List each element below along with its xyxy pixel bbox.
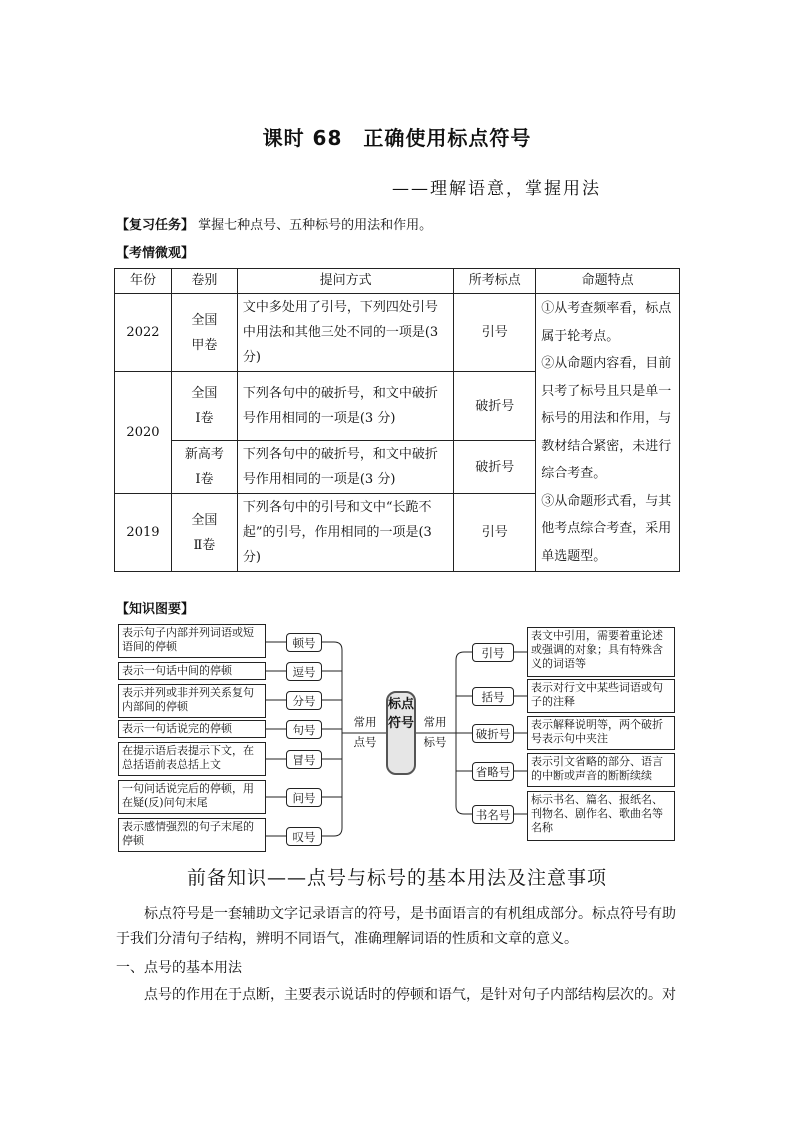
table-row (115, 294, 680, 372)
cell-mark: 引号 (454, 494, 536, 572)
cell-mark: 破折号 (454, 441, 536, 494)
exam-table-header-row (115, 269, 680, 294)
exam-label: 【考情微观】 (116, 246, 195, 261)
mindmap-left-desc: 表示一句话中间的停顿 (118, 662, 266, 680)
mindmap-node-fenhao: 分号 (286, 691, 322, 710)
mindmap-left-desc: 表示一句话说完的停顿 (118, 720, 266, 738)
mindmap-node-tanhao: 叹号 (286, 827, 322, 846)
mindmap-node-shuminghao: 书名号 (472, 805, 514, 824)
sub-heading: 一、点号的基本用法 (116, 960, 242, 976)
map-label: 【知识图要】 (116, 602, 195, 617)
knowledge-mindmap (116, 618, 676, 858)
cell-paper: 全国 Ⅱ卷 (171, 494, 237, 572)
body-paragraph: 点号的作用在于点断，主要表示说话时的停顿和语气，是针对句子内部结构层次的。对 (144, 987, 676, 1003)
mindmap-node-shenglvehao: 省略号 (472, 762, 514, 781)
review-task-label: 【复习任务】 (116, 218, 195, 233)
section-title: 前备知识——点号与标号的基本用法及注意事项 (186, 867, 607, 889)
mindmap-left-desc: 表示并列或非并列关系复句内部间的停顿 (118, 684, 266, 718)
mindmap-right-desc: 表示对行文中某些词语或句子的注释 (527, 679, 675, 713)
cell-year: 2019 (115, 494, 172, 572)
cell-features: ①从考查频率看，标点属于轮考点。 ②从命题内容看，目前只考了标号且只是单一标号的用法和作用，与教材结合紧密，未进行综合考查。 ③从命题形式看，与其他考点综合考查，采用单选题型。 (536, 294, 680, 572)
header-mark: 所考标点 (454, 269, 536, 294)
mindmap-node-yinhao: 引号 (472, 643, 514, 662)
cell-question: 下列各句中的破折号，和文中破折号作用相同的一项是(3 分) (237, 372, 454, 441)
mindmap-left-desc: 一句问话说完后的停顿，用在疑(反)问句末尾 (118, 780, 266, 814)
cell-year: 2020 (115, 372, 172, 494)
cell-question: 下列各句中的引号和文中“长跪不起”的引号，作用相同的一项是(3 分) (237, 494, 454, 572)
intro-paragraph: 标点符号是一套辅助文字记录语言的符号，是书面语言的有机组成部分。标点符号有助于我们分清句子结构，辨明不同语气，准确理解词语的性质和文章的意义。 (116, 906, 676, 947)
mindmap-node-wenhao: 问号 (286, 788, 322, 807)
mindmap-node-maohao: 冒号 (286, 750, 322, 769)
cell-paper: 全国 Ⅰ卷 (171, 372, 237, 441)
header-paper: 卷别 (171, 269, 237, 294)
cell-year: 2022 (115, 294, 172, 372)
header-year: 年份 (115, 269, 172, 294)
mindmap-node-kuohao: 括号 (472, 687, 514, 706)
mindmap-node-douhao: 逗号 (286, 662, 322, 681)
mindmap-left-label: 常用 点号 (353, 715, 377, 749)
cell-mark: 引号 (454, 294, 536, 372)
mindmap-center-node: 标点符号 (386, 691, 416, 775)
mindmap-right-desc: 表文中引用，需要着重论述或强调的对象；具有特殊含义的词语等 (527, 627, 675, 677)
cell-paper: 新高考 Ⅰ卷 (171, 441, 237, 494)
mindmap-right-desc: 表示引文省略的部分、语言的中断或声音的断断续续 (527, 753, 675, 787)
mindmap-node-pozhehao: 破折号 (472, 724, 514, 743)
header-features: 命题特点 (536, 269, 680, 294)
cell-question: 下列各句中的破折号，和文中破折号作用相同的一项是(3 分) (237, 441, 454, 494)
mindmap-node-juhao: 句号 (286, 720, 322, 739)
mindmap-right-desc: 标示书名、篇名、报纸名、刊物名、剧作名、歌曲名等名称 (527, 791, 675, 841)
mindmap-left-desc: 在提示语后表提示下文，在总括语前表总括上文 (118, 742, 266, 776)
mindmap-left-desc: 表示句子内部并列词语或短语间的停顿 (118, 624, 266, 658)
cell-question: 文中多处用了引号，下列四处引号中用法和其他三处不同的一项是(3 分) (237, 294, 454, 372)
cell-mark: 破折号 (454, 372, 536, 441)
review-task (116, 214, 432, 233)
exam-table (114, 268, 680, 572)
mindmap-right-label: 常用 标号 (423, 715, 447, 749)
cell-paper: 全国 甲卷 (171, 294, 237, 372)
review-task-text: 掌握七种点号、五种标号的用法和作用。 (198, 218, 433, 233)
page-subtitle: ——理解语意，掌握用法 (392, 179, 601, 199)
page-title: 课时 68 正确使用标点符号 (262, 126, 532, 150)
mindmap-right-desc: 表示解释说明等，两个破折号表示句中夹注 (527, 716, 675, 750)
header-question: 提问方式 (237, 269, 454, 294)
mindmap-left-desc: 表示感情强烈的句子末尾的停顿 (118, 818, 266, 852)
mindmap-node-dunhao: 顿号 (286, 633, 322, 652)
